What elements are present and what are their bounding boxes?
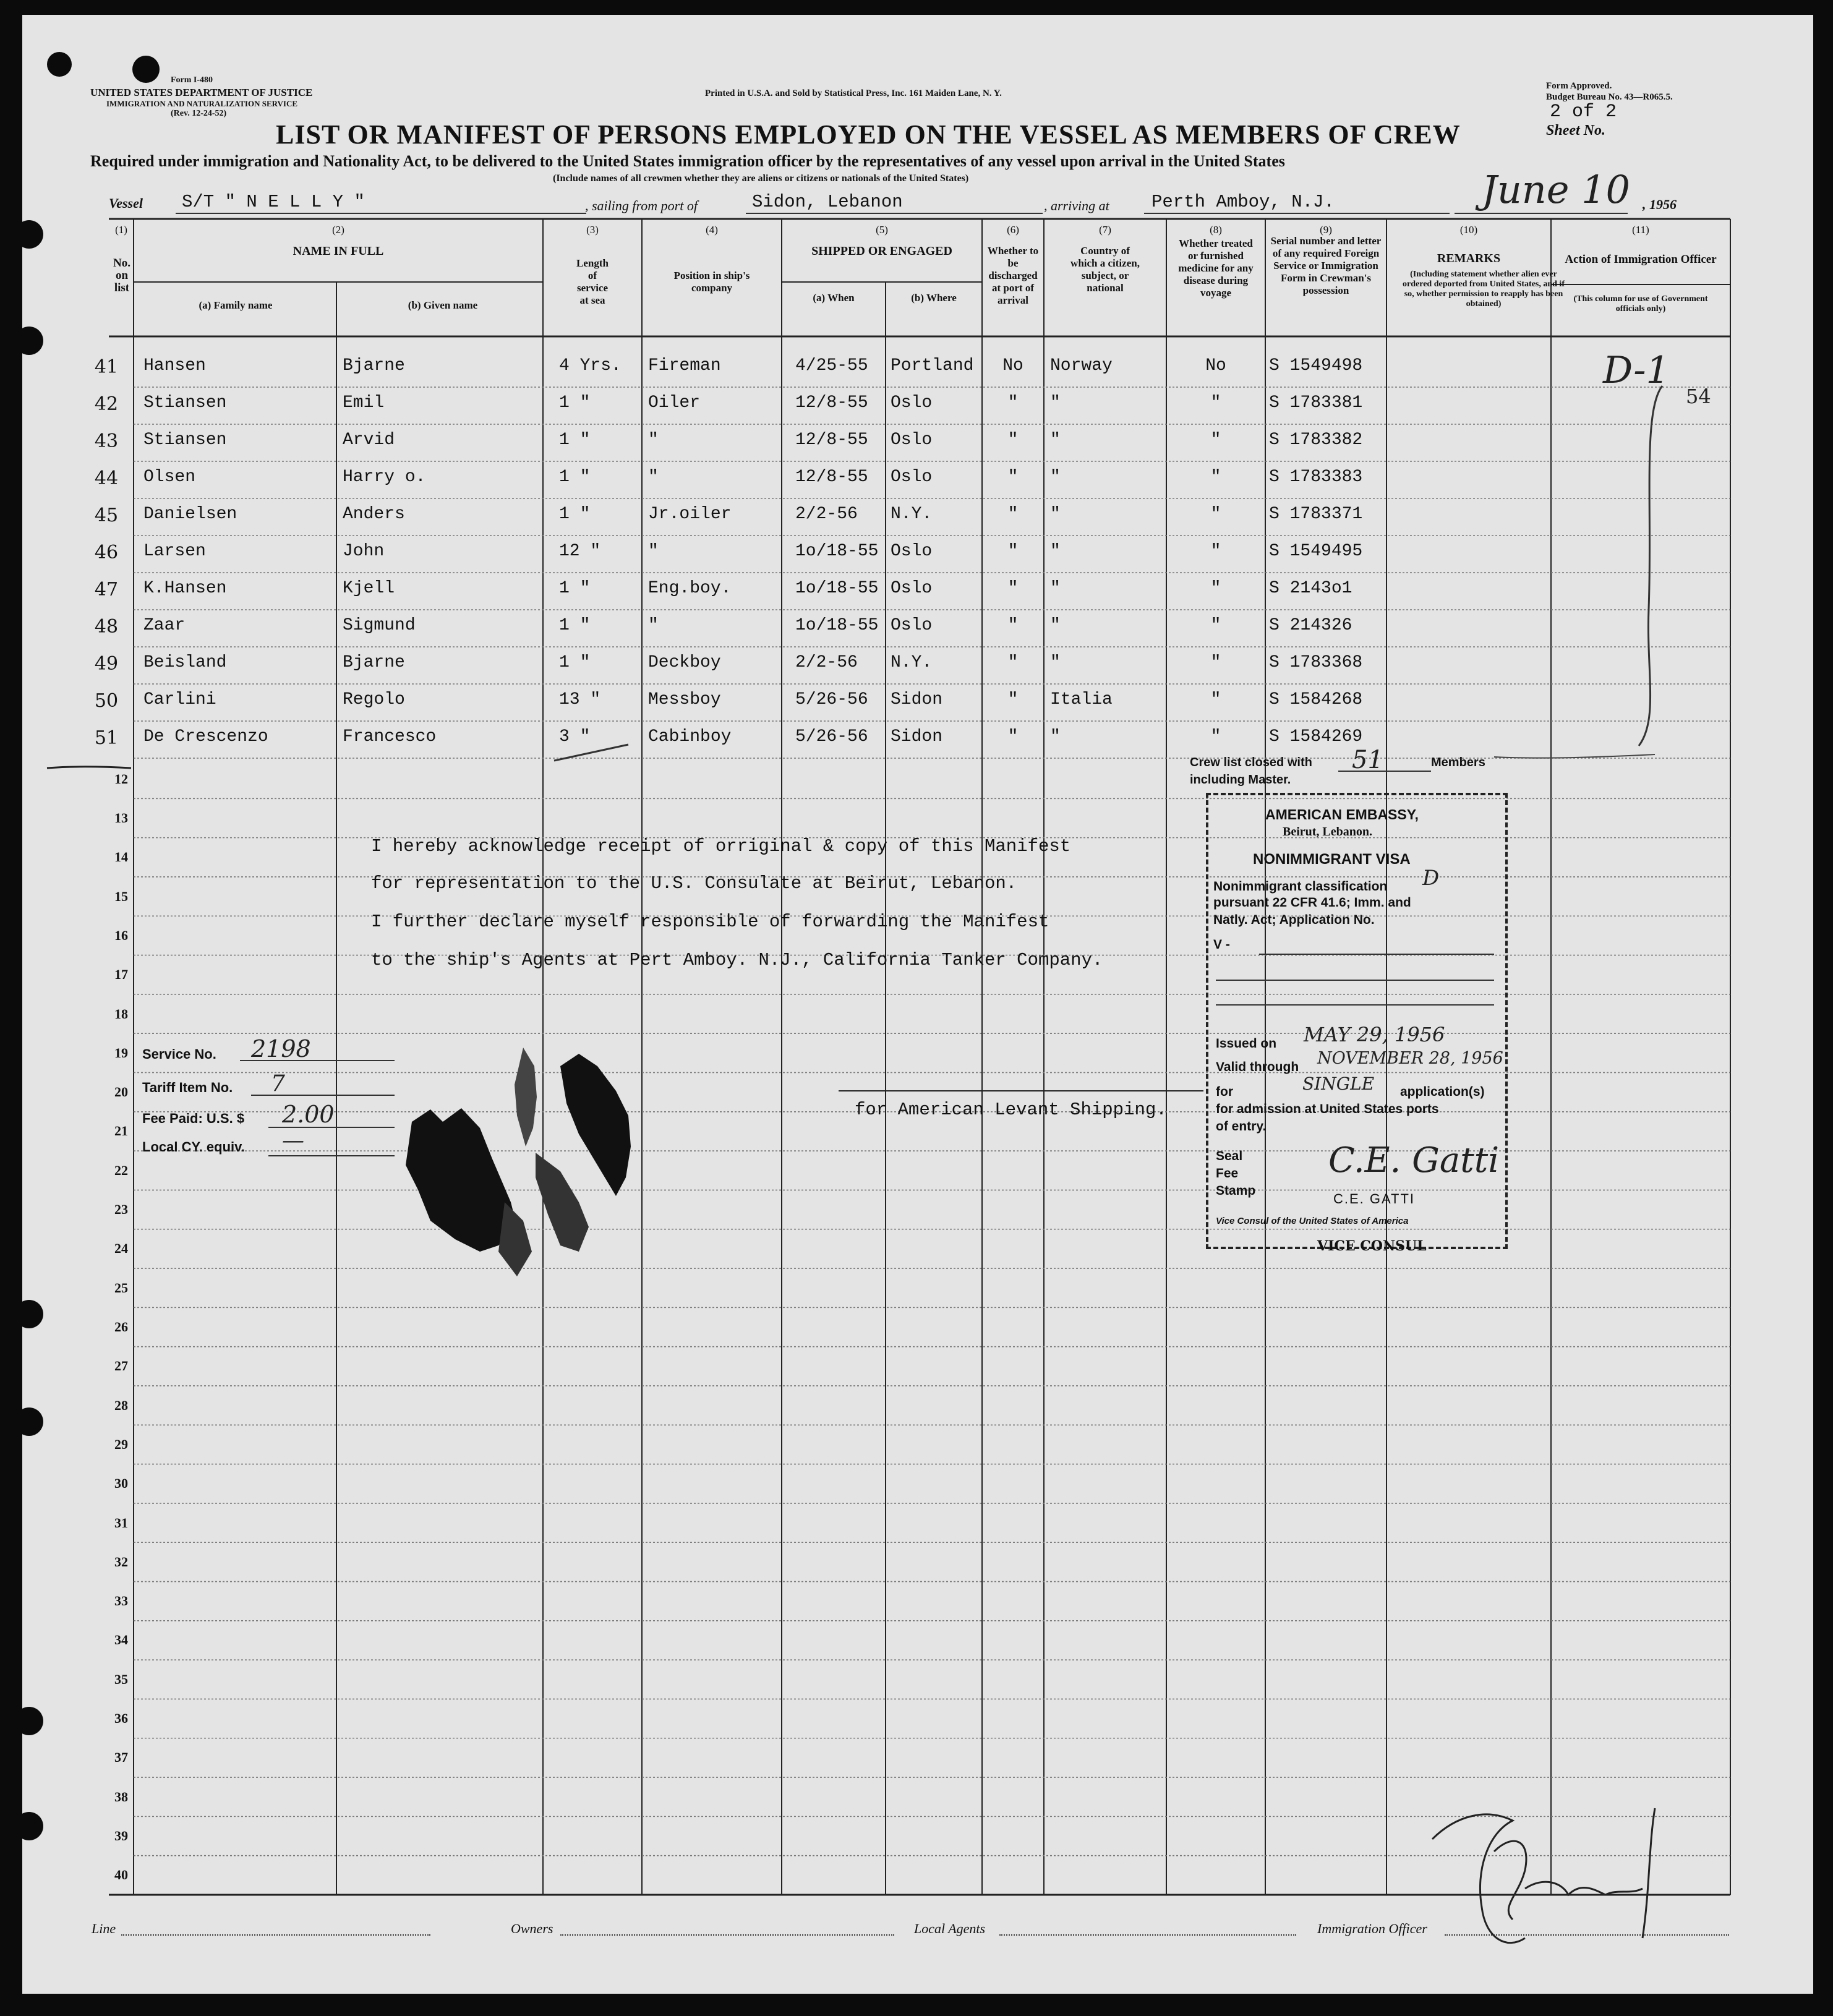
crew-closed-count: 51 (1352, 746, 1383, 774)
crew-treated-cell: " (1210, 653, 1221, 672)
crew-no-cell: 49 (94, 653, 119, 675)
crew-service-cell: 1 " (559, 393, 591, 412)
row-number: 23 (114, 1202, 128, 1218)
col9-number: (9) (1320, 224, 1332, 236)
crew-when-cell: 2/2-56 (795, 505, 858, 524)
vessel-label: Vessel (109, 195, 143, 211)
crew-service-cell: 3 " (559, 727, 591, 746)
crew-where-cell: Oslo (891, 542, 933, 561)
crew-when-cell: 4/25-55 (795, 356, 868, 375)
crew-country-cell: Italia (1050, 690, 1113, 709)
crew-treated-cell: " (1210, 505, 1221, 524)
row-number: 33 (114, 1593, 128, 1609)
crew-treated-cell: " (1210, 468, 1221, 487)
col10-number: (10) (1459, 224, 1478, 236)
declaration-line-1: I hereby acknowledge receipt of orriginal & copy of this Manifest (371, 836, 1071, 856)
crew-treated-cell: " (1210, 430, 1221, 450)
consul-name: C.E. GATTI (1333, 1191, 1416, 1207)
budget-bureau: Budget Bureau No. 43—R065.5. (1546, 92, 1673, 102)
underline (268, 1155, 395, 1156)
row-number: 14 (114, 849, 128, 865)
crew-given-cell: Sigmund (343, 616, 416, 635)
col10-header: REMARKS (1437, 252, 1501, 265)
crew-where-cell: Portland (891, 356, 974, 375)
crew-position-cell: Jr.oiler (648, 505, 732, 524)
col1-header: No. on list (113, 257, 130, 294)
stamp-application: Natly. Act; Application No. (1213, 913, 1375, 927)
crew-serial-cell: S 1783381 (1269, 393, 1363, 412)
crew-when-cell: 5/26-56 (795, 727, 868, 746)
footer-rule (121, 1934, 430, 1936)
crew-when-cell: 1o/18-55 (795, 616, 879, 635)
tariff-label: Tariff Item No. (142, 1080, 233, 1095)
crew-country-cell: " (1050, 579, 1061, 598)
col5-number: (5) (876, 224, 888, 236)
row-number: 21 (114, 1123, 128, 1139)
col11-number: (11) (1632, 224, 1649, 236)
crew-no-cell: 50 (94, 690, 119, 712)
crew-where-cell: Oslo (891, 430, 933, 450)
crew-given-cell: Kjell (343, 579, 395, 598)
row-number: 35 (114, 1671, 128, 1687)
crew-no-cell: 44 (94, 468, 119, 489)
crew-where-cell: Oslo (891, 468, 933, 487)
stamp-application-count: application(s) (1400, 1085, 1485, 1099)
crew-family-cell: Beisland (143, 653, 227, 672)
crew-discharge-cell: " (1007, 430, 1019, 450)
crew-when-cell: 1o/18-55 (795, 542, 879, 561)
crew-service-cell: 12 " (559, 542, 601, 561)
stamp-admission: for admission at United States ports (1216, 1102, 1439, 1116)
fee-paid-value: 2.00 (282, 1101, 335, 1128)
crew-discharge-cell: No (1002, 356, 1023, 375)
underline (240, 1060, 395, 1061)
arriving-label: , arriving at (1044, 198, 1109, 213)
crew-given-cell: Emil (343, 393, 385, 412)
crew-no-cell: 45 (94, 505, 119, 526)
col7-number: (7) (1099, 224, 1111, 236)
row-number: 34 (114, 1632, 128, 1648)
crew-treated-cell: " (1210, 727, 1221, 746)
row-number: 25 (114, 1279, 128, 1296)
row-number: 29 (114, 1436, 128, 1452)
form-subtitle: Required under immigration and Nationality Act, to be delivered to the United States immigration officer by the representatives of any vessel upon arrival in the United States (90, 152, 1285, 170)
sailing-label: , sailing from port of (585, 198, 698, 213)
row-number: 15 (114, 888, 128, 904)
row-number: 37 (114, 1749, 128, 1766)
crew-serial-cell: S 1584268 (1269, 690, 1363, 709)
crew-given-cell: Regolo (343, 690, 405, 709)
crew-family-cell: Stiansen (143, 393, 227, 412)
crew-service-cell: 1 " (559, 430, 591, 450)
crew-serial-cell: S 1584269 (1269, 727, 1363, 746)
crew-family-cell: K.Hansen (143, 579, 227, 598)
crew-given-cell: Bjarne (343, 653, 405, 672)
printer-note: Printed in U.S.A. and Sold by Statistical Press, Inc. 161 Maiden Lane, N. Y. (705, 88, 1002, 98)
stamp-for-label: for (1216, 1085, 1233, 1099)
crew-discharge-cell: " (1007, 653, 1019, 672)
crew-no-cell: 41 (94, 356, 119, 378)
row-number: 17 (114, 967, 128, 983)
crew-serial-cell: S 1549495 (1269, 542, 1363, 561)
local-equiv-label: Local CY. equiv. (142, 1139, 245, 1155)
crew-country-cell: " (1050, 468, 1061, 487)
crew-family-cell: De Crescenzo (143, 727, 268, 746)
crew-serial-cell: S 214326 (1269, 616, 1352, 635)
underline (1338, 771, 1431, 772)
col2b-header: (b) Given name (408, 299, 478, 311)
row-number: 12 (114, 771, 128, 787)
col8-header: Whether treated or furnished medicine for any disease during voyage (1178, 237, 1254, 299)
crew-service-cell: 4 Yrs. (559, 356, 622, 375)
crew-when-cell: 12/8-55 (795, 430, 868, 450)
underline (251, 1095, 395, 1096)
row-number: 36 (114, 1711, 128, 1727)
crew-serial-cell: S 1549498 (1269, 356, 1363, 375)
crew-no-cell: 51 (94, 727, 119, 749)
crew-country-cell: " (1050, 542, 1061, 561)
stamp-classification: Nonimmigrant classification (1213, 879, 1388, 894)
crew-position-cell: Cabinboy (648, 727, 732, 746)
crew-service-cell: 13 " (559, 690, 601, 709)
declaration-line-2: for representation to the U.S. Consulate at Beirut, Lebanon. (371, 873, 1017, 894)
col11-note: (This column for use of Government officials only) (1573, 294, 1708, 314)
fee-paid-label: Fee Paid: U.S. $ (142, 1111, 245, 1126)
col5a-header: (a) When (813, 292, 855, 304)
footer-owners-label: Owners (511, 1921, 553, 1936)
footer-line-label: Line (92, 1921, 116, 1936)
crew-closed-master: including Master. (1190, 773, 1291, 787)
crew-where-cell: Oslo (891, 616, 933, 635)
stamp-issued-value: MAY 29, 1956 (1304, 1023, 1445, 1046)
col9-header: Serial number and letter of any required Foreign Service or Immigration Form in Crewman's possession (1270, 235, 1382, 296)
row-number: 24 (114, 1241, 128, 1257)
crew-position-cell: Messboy (648, 690, 721, 709)
row-number: 18 (114, 1006, 128, 1022)
crew-given-cell: Francesco (343, 727, 437, 746)
crew-where-cell: Sidon (891, 727, 943, 746)
crew-country-cell: " (1050, 393, 1061, 412)
crew-when-cell: 12/8-55 (795, 393, 868, 412)
crew-where-cell: N.Y. (891, 653, 933, 672)
shipping-signature: for American Levant Shipping. (855, 1100, 1167, 1120)
service-no-value: 2198 (251, 1035, 311, 1062)
crew-country-cell: " (1050, 505, 1061, 524)
tariff-value: 7 (271, 1071, 285, 1096)
col11-header: Action of Immigration Officer (1565, 253, 1717, 266)
crew-no-cell: 48 (94, 616, 119, 638)
row-number: 22 (114, 1162, 128, 1178)
stamp-for-value: SINGLE (1302, 1074, 1375, 1094)
crew-discharge-cell: " (1007, 579, 1019, 598)
crew-where-cell: Sidon (891, 690, 943, 709)
footer-rule (560, 1934, 894, 1936)
form-number: Form I-480 (171, 75, 213, 85)
declaration-line-3: I further declare myself responsible of forwarding the Manifest (371, 912, 1049, 932)
crew-service-cell: 1 " (559, 468, 591, 487)
crew-service-cell: 1 " (559, 579, 591, 598)
declaration-line-4: to the ship's Agents at Pert Amboy. N.J., California Tanker Company. (371, 950, 1103, 970)
crew-position-cell: Deckboy (648, 653, 721, 672)
crew-family-cell: Danielsen (143, 505, 237, 524)
crew-no-cell: 46 (94, 542, 119, 563)
crew-family-cell: Hansen (143, 356, 206, 375)
stamp-seal: Seal (1216, 1149, 1243, 1163)
row-number: 20 (114, 1084, 128, 1100)
col2a-header: (a) Family name (199, 299, 273, 311)
row-number: 27 (114, 1358, 128, 1374)
crew-given-cell: Harry o. (343, 468, 426, 487)
row-number: 30 (114, 1476, 128, 1492)
crew-given-cell: Arvid (343, 430, 395, 450)
row-number: 26 (114, 1319, 128, 1335)
stamp-fee: Fee (1216, 1166, 1239, 1181)
crew-family-cell: Zaar (143, 616, 186, 635)
crew-no-cell: 42 (94, 393, 119, 415)
col5b-header: (b) Where (911, 292, 957, 304)
col1-number: (1) (115, 224, 127, 236)
stamp-embassy: AMERICAN EMBASSY, (1265, 806, 1419, 822)
crew-treated-cell: " (1210, 579, 1221, 598)
year-label: , 1956 (1643, 197, 1677, 212)
crew-no-cell: 47 (94, 579, 119, 600)
crew-position-cell: " (648, 616, 659, 635)
stamp-valid-label: Valid through (1216, 1060, 1299, 1074)
crew-discharge-cell: " (1007, 542, 1019, 561)
crew-when-cell: 2/2-56 (795, 653, 858, 672)
crew-country-cell: Norway (1050, 356, 1113, 375)
stamp-entry: of entry. (1216, 1119, 1267, 1134)
stamp-rule (1259, 954, 1494, 955)
crew-closed-members: Members (1431, 756, 1485, 769)
action-annotation: D-1 (1603, 349, 1670, 392)
crew-country-cell: " (1050, 727, 1061, 746)
crew-given-cell: John (343, 542, 385, 561)
stamp-rule (1216, 980, 1494, 981)
col6-number: (6) (1007, 224, 1019, 236)
crew-service-cell: 1 " (559, 616, 591, 635)
crew-country-cell: " (1050, 653, 1061, 672)
row-number: 28 (114, 1397, 128, 1413)
service-no-label: Service No. (142, 1046, 216, 1062)
crew-family-cell: Stiansen (143, 430, 227, 450)
crew-discharge-cell: " (1007, 727, 1019, 746)
col2-number: (2) (332, 224, 344, 236)
crew-when-cell: 12/8-55 (795, 468, 868, 487)
col10-note: (Including statement whether alien ever ordered deported from United States, and if so, whether permission to reapply has been obtained) (1403, 270, 1565, 309)
crew-serial-cell: S 1783383 (1269, 468, 1363, 487)
manifest-page (22, 15, 1813, 1994)
immigration-officer-signature (1420, 1796, 1680, 1969)
crew-position-cell: " (648, 430, 659, 450)
crew-discharge-cell: " (1007, 616, 1019, 635)
crew-when-cell: 1o/18-55 (795, 579, 879, 598)
crew-position-cell: " (648, 468, 659, 487)
crew-where-cell: Oslo (891, 579, 933, 598)
crew-where-cell: N.Y. (891, 505, 933, 524)
crew-service-cell: 1 " (559, 505, 591, 524)
crew-serial-cell: S 1783382 (1269, 430, 1363, 450)
row-number: 38 (114, 1788, 128, 1805)
count-annotation: 54 (1686, 385, 1711, 408)
crew-position-cell: Eng.boy. (648, 579, 732, 598)
col3-number: (3) (586, 224, 599, 236)
crew-closed-label: Crew list closed with (1190, 756, 1312, 769)
col2-header: NAME IN FULL (293, 244, 384, 258)
form-approved: Form Approved. (1546, 81, 1612, 91)
crew-position-cell: Fireman (648, 356, 721, 375)
crew-when-cell: 5/26-56 (795, 690, 868, 709)
crew-serial-cell: S 1783371 (1269, 505, 1363, 524)
crew-no-cell: 43 (94, 430, 119, 452)
crew-service-cell: 1 " (559, 653, 591, 672)
footer-officer-label: Immigration Officer (1317, 1921, 1427, 1936)
stamp-issued-label: Issued on (1216, 1036, 1277, 1051)
crew-country-cell: " (1050, 430, 1061, 450)
crew-family-cell: Carlini (143, 690, 216, 709)
col3-header: Length of service at sea (576, 257, 609, 306)
consul-title-hand: VICE CONSUL (1317, 1238, 1427, 1254)
crew-position-cell: Oiler (648, 393, 701, 412)
sheet-count: 2 of 2 (1550, 101, 1617, 122)
service-name: IMMIGRATION AND NATURALIZATION SERVICE (106, 99, 298, 108)
stamp-rule (1216, 1004, 1494, 1006)
sailing-port: Sidon, Lebanon (752, 192, 903, 212)
crew-serial-cell: S 1783368 (1269, 653, 1363, 672)
row-number: 31 (114, 1514, 128, 1531)
stamp-city: Beirut, Lebanon. (1283, 825, 1373, 839)
sheet-label: Sheet No. (1546, 122, 1605, 139)
col4-header: Position in ship's company (673, 270, 750, 294)
local-equiv-value: — (282, 1128, 304, 1153)
stamp-v: V - (1213, 938, 1230, 952)
row-number: 19 (114, 1044, 128, 1061)
col8-number: (8) (1210, 224, 1222, 236)
consul-signature: C.E. Gatti (1328, 1140, 1500, 1181)
crew-discharge-cell: " (1007, 468, 1019, 487)
stamp-pursuant: pursuant 22 CFR 41.6; Imm. and (1213, 895, 1411, 910)
footer-agents-label: Local Agents (914, 1921, 986, 1936)
stamp-classification-value: D (1422, 866, 1440, 891)
stamp-stamp: Stamp (1216, 1184, 1256, 1198)
consul-title: Vice Consul of the United States of America (1216, 1216, 1409, 1226)
crew-discharge-cell: " (1007, 690, 1019, 709)
arriving-port: Perth Amboy, N.J. (1152, 192, 1335, 212)
crew-discharge-cell: " (1007, 505, 1019, 524)
col6-header: Whether to be discharged at port of arrival (987, 245, 1039, 306)
vessel-name: S/T " N E L L Y " (182, 192, 365, 212)
form-title: LIST OR MANIFEST OF PERSONS EMPLOYED ON THE VESSEL AS MEMBERS OF CREW (276, 119, 1461, 150)
include-note: (Include names of all crewmen whether they are aliens or citizens or nationals of the United States) (553, 173, 969, 184)
embossed-seal (393, 1041, 690, 1301)
crew-treated-cell: " (1210, 690, 1221, 709)
col5-header: SHIPPED OR ENGAGED (811, 244, 952, 258)
crew-discharge-cell: " (1007, 393, 1019, 412)
crew-family-cell: Olsen (143, 468, 196, 487)
crew-given-cell: Bjarne (343, 356, 405, 375)
crew-where-cell: Oslo (891, 393, 933, 412)
table-grid (22, 15, 1813, 1994)
stamp-visa-type: NONIMMIGRANT VISA (1253, 851, 1411, 868)
row-number: 16 (114, 927, 128, 943)
crew-position-cell: " (648, 542, 659, 561)
crew-treated-cell: " (1210, 616, 1221, 635)
row-number: 13 (114, 809, 128, 826)
crew-country-cell: " (1050, 616, 1061, 635)
crew-treated-cell: No (1205, 356, 1226, 375)
crew-treated-cell: " (1210, 542, 1221, 561)
department: UNITED STATES DEPARTMENT OF JUSTICE (90, 87, 313, 98)
crew-serial-cell: S 2143o1 (1269, 579, 1352, 598)
col7-header: Country of which a citizen, subject, or national (1070, 245, 1140, 294)
footer-rule (999, 1934, 1296, 1936)
stamp-valid-value: NOVEMBER 28, 1956 (1317, 1049, 1503, 1068)
row-number: 32 (114, 1553, 128, 1570)
crew-treated-cell: " (1210, 393, 1221, 412)
crew-given-cell: Anders (343, 505, 405, 524)
row-number: 39 (114, 1828, 128, 1844)
form-revision: (Rev. 12-24-52) (171, 109, 227, 118)
row-number: 40 (114, 1867, 128, 1883)
col4-number: (4) (706, 224, 718, 236)
date-handwritten: June 10 (1482, 167, 1631, 212)
crew-family-cell: Larsen (143, 542, 206, 561)
